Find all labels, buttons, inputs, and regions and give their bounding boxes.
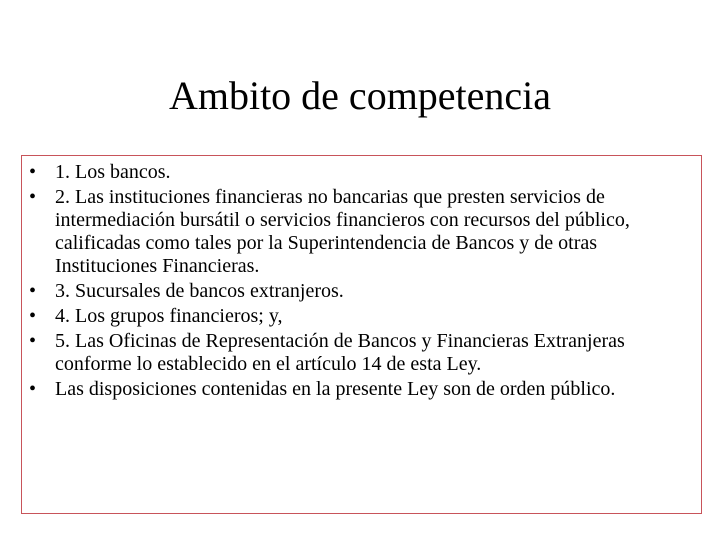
- list-item: [29, 378, 695, 401]
- list-item: [29, 330, 695, 376]
- bullet-icon: •: [29, 330, 37, 352]
- list-item-text: 1. Los bancos.: [55, 161, 171, 183]
- list-item-text: 4. Los grupos financieros; y,: [55, 305, 283, 327]
- list-item: [29, 305, 695, 328]
- bullet-icon: •: [29, 305, 37, 327]
- list-item-text: Las disposiciones contenidas en la presente Ley son de orden público.: [55, 378, 616, 400]
- list-item: [29, 186, 695, 278]
- list-item: [29, 161, 695, 184]
- list-item-text: 3. Sucursales de bancos extranjeros.: [55, 280, 344, 302]
- bullet-list: [29, 161, 695, 403]
- content-box: [21, 155, 702, 514]
- list-item-text: 2. Las instituciones financieras no bancarias que presten servicios de intermediación bursátil o servicios financieros con recursos del público, calificadas como tales por la Superintendencia de Bancos y de otras Instituciones Financieras.: [55, 186, 630, 277]
- bullet-icon: •: [29, 186, 37, 208]
- bullet-icon: •: [29, 161, 37, 183]
- list-item-text: 5. Las Oficinas de Representación de Bancos y Financieras Extranjeras conforme lo establecido en el artículo 14 de esta Ley.: [55, 330, 625, 375]
- list-item: [29, 280, 695, 303]
- bullet-icon: •: [29, 280, 37, 302]
- slide-title: Ambito de competencia: [168, 73, 552, 118]
- bullet-icon: •: [29, 378, 37, 400]
